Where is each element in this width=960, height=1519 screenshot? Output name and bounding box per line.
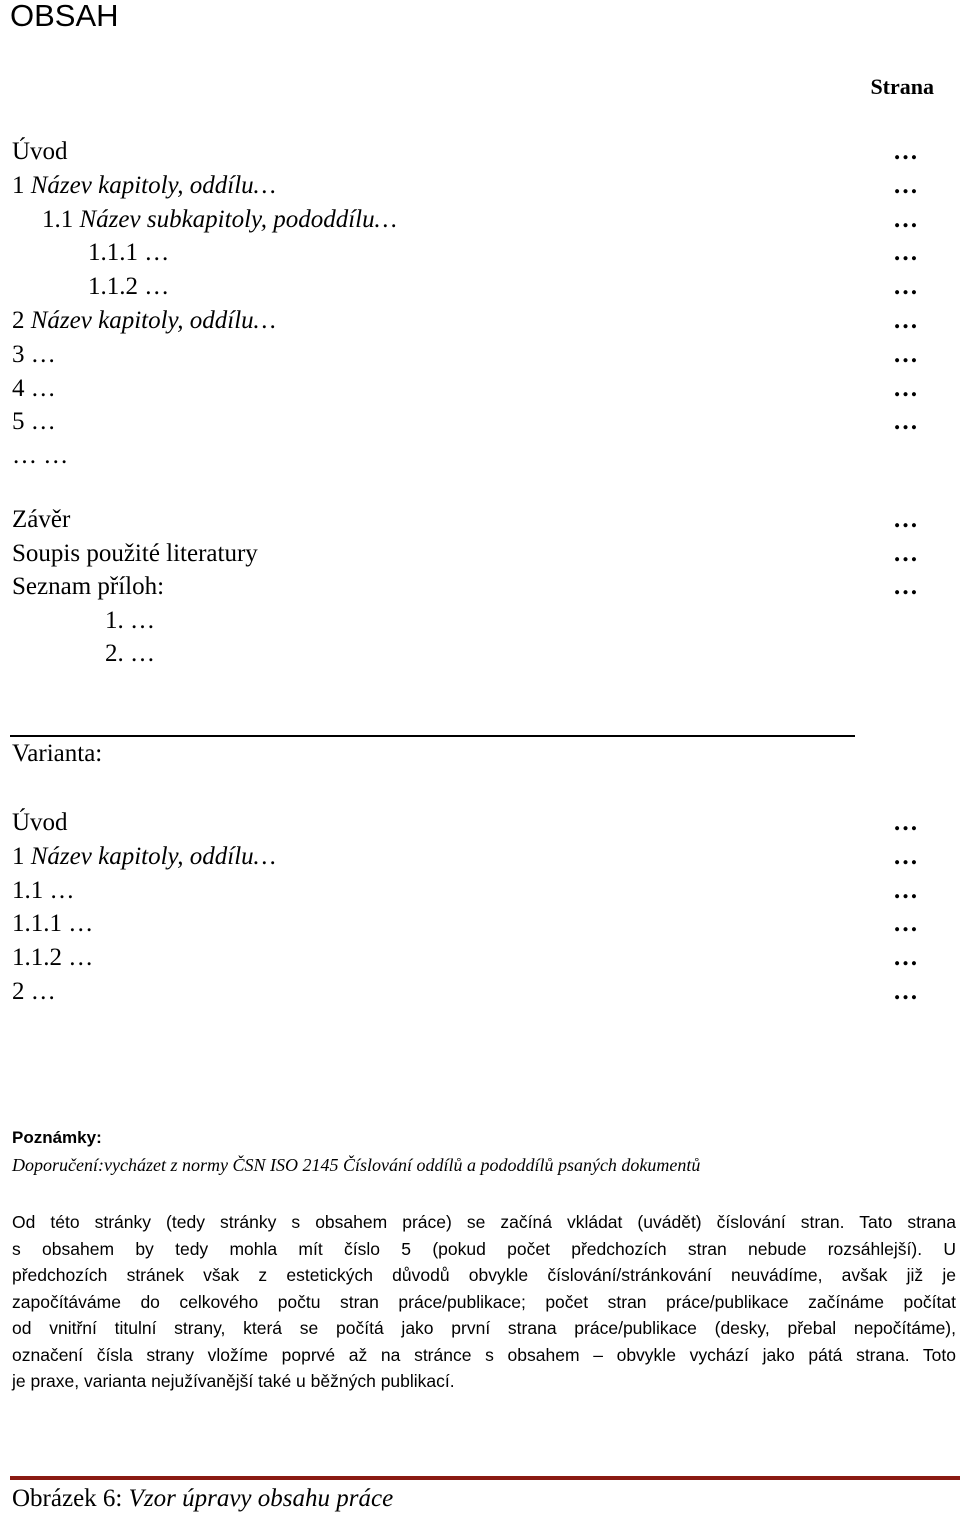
paragraph-line: je praxe, varianta nejužívanější také u běžných publikací.	[12, 1371, 455, 1391]
notes-paragraph	[12, 1209, 956, 1395]
toc-entry-page: …	[893, 171, 918, 199]
paragraph-line: předchozích stránek však z estetických důvodů obvykle číslování/stránkování neuvádíme, avšak již je	[12, 1265, 956, 1285]
toc-entry-page: …	[893, 340, 918, 368]
toc-entry-label	[12, 874, 75, 908]
toc-entry-number: 1.	[105, 606, 124, 634]
caption-prefix: Obrázek 6:	[12, 1485, 129, 1512]
toc-entry-page: …	[893, 205, 918, 233]
toc-entry-page: …	[893, 506, 918, 533]
toc-entry-number: 1	[12, 842, 25, 870]
toc-entry-page: …	[893, 842, 918, 870]
toc-entry-title: Název kapitoly, oddílu…	[30, 307, 276, 334]
toc-entry-label	[12, 941, 93, 975]
toc-entry-title: …	[30, 340, 56, 368]
toc-entry-label	[88, 270, 169, 304]
toc-entry-title: …	[130, 640, 155, 667]
toc-entry-page: …	[893, 876, 918, 904]
toc-entry-number: Seznam příloh:	[12, 573, 165, 600]
toc-entry-number: 2	[12, 978, 25, 1005]
toc-entry-label	[12, 537, 258, 571]
toc-entry-label	[12, 975, 56, 1009]
toc-entry-number: 1	[12, 171, 25, 199]
toc-entry-label	[12, 169, 276, 203]
toc-entry-label	[12, 570, 164, 604]
page-column-label: Strana	[870, 74, 934, 99]
toc-entry-title: Název kapitoly, oddílu…	[30, 842, 276, 870]
toc-entry-label	[12, 135, 68, 169]
toc-entry-label	[12, 304, 276, 338]
toc-entry-title: …	[30, 978, 56, 1005]
toc-entry-page: …	[893, 978, 918, 1005]
toc-entry-page: …	[893, 307, 918, 334]
toc-entry-page: …	[893, 573, 918, 600]
toc-entry-number: 3	[12, 340, 25, 368]
toc-entry-label	[12, 806, 68, 840]
toc-entry-number: 1.1.2	[88, 273, 138, 301]
paragraph-line: od vnitřní titulní strany, která se počítá jako první strana práce/publikace (desky, přebal nepočítáme),	[12, 1318, 956, 1338]
paragraph-line: započítáváme do celkového počtu stran práce/publikace; počet stran práce/publikace začínáme počítat	[12, 1291, 956, 1312]
caption-rule	[10, 1476, 960, 1480]
toc-entry-title: …	[43, 442, 69, 470]
variant-label: Varianta:	[12, 740, 103, 767]
notes-recommendation: Doporučení:vycházet z normy ČSN ISO 2145 Číslování oddílů a pododdílů psaných dokumentů	[12, 1155, 701, 1175]
paragraph-line: označení čísla strany vložíme poprvé až na stránce s obsahem – obvykle vychází jako pátá strana. Toto	[12, 1344, 956, 1365]
toc-entry-number: 1.1.2	[12, 944, 62, 972]
toc-entry-number: …	[12, 442, 37, 470]
toc-entry-label	[12, 439, 68, 473]
toc-entry-title: …	[30, 374, 56, 402]
toc-entry-label	[12, 372, 56, 406]
figure-caption	[12, 1485, 393, 1513]
toc-entry-number: Závěr	[12, 506, 71, 533]
toc-entry-number: 5	[12, 408, 25, 436]
toc-entry-page: …	[893, 809, 918, 836]
toc-entry-page: …	[893, 273, 918, 301]
toc-entry-page: …	[893, 374, 918, 402]
notes-title: Poznámky:	[12, 1128, 102, 1147]
toc-entry-page: …	[893, 408, 918, 436]
toc-entry-title: …	[68, 944, 94, 972]
toc-entry-title: …	[68, 910, 94, 938]
toc-entry-page: …	[893, 239, 918, 267]
toc-entry-number: Soupis použité literatury	[12, 539, 258, 567]
toc-entry-title: …	[49, 876, 75, 904]
toc-entry-title: …	[144, 239, 170, 267]
toc-entry-number: 4	[12, 374, 25, 402]
toc-entry-number: Úvod	[12, 138, 68, 165]
toc-entry-label	[12, 405, 56, 439]
toc-entry-title: …	[144, 273, 170, 301]
paragraph-line: Od této stránky (tedy stránky s obsahem práce) se začíná vkládat (uvádět) číslování stran. Tato strana	[12, 1212, 956, 1232]
toc-entry-page: …	[893, 138, 918, 165]
toc-entry-label	[12, 503, 70, 537]
toc-entry-title: …	[130, 606, 155, 634]
toc-entry-title: …	[30, 408, 56, 436]
toc-entry-number: 2.	[105, 640, 124, 667]
toc-entry-number: 1.1.1	[88, 239, 138, 267]
toc-entry-label	[12, 907, 93, 941]
section-divider	[10, 735, 855, 737]
toc-entry-label	[42, 203, 397, 237]
toc-entry-page: …	[893, 910, 918, 938]
toc-entry-number: 1.1.1	[12, 910, 62, 938]
toc-entry-number: 1.1	[12, 876, 44, 904]
toc-entry-label	[105, 604, 155, 638]
page-heading: OBSAH	[10, 0, 119, 33]
toc-entry-title: Název kapitoly, oddílu…	[30, 171, 276, 199]
toc-entry-number: Úvod	[12, 809, 68, 836]
toc-entry-label	[12, 338, 56, 372]
toc-entry-page: …	[893, 539, 918, 567]
toc-entry-title: Název subkapitoly, pododdílu…	[79, 205, 397, 233]
paragraph-line: s obsahem by tedy mohla mít číslo 5 (pokud počet předchozích stran nebude rozsáhlejší). U	[12, 1238, 956, 1259]
toc-entry-page: …	[893, 944, 918, 972]
toc-entry-label	[88, 236, 169, 270]
toc-entry-label	[12, 840, 276, 874]
toc-entry-label	[105, 637, 155, 671]
caption-text: Vzor úpravy obsahu práce	[128, 1485, 394, 1512]
toc-entry-number: 1.1	[42, 205, 74, 233]
toc-entry-number: 2	[12, 307, 25, 334]
